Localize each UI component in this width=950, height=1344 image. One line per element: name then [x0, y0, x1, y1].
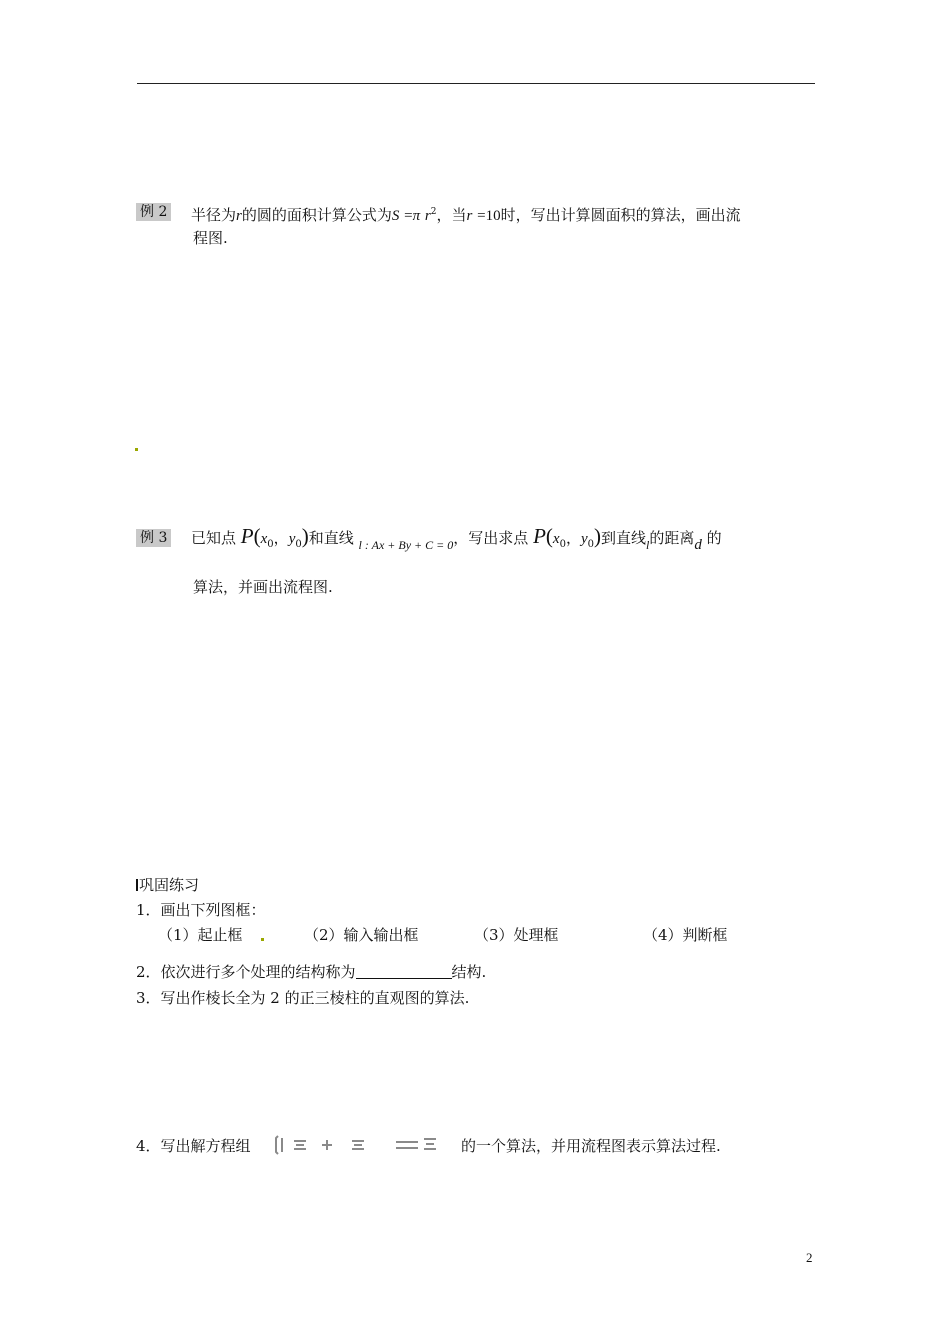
example-3-text-c: ，写出求点: [453, 529, 529, 547]
practice-heading: [136, 875, 199, 895]
q1-item-4: （4）判断框: [643, 926, 728, 944]
example-2-label: 例 2: [136, 203, 171, 221]
example-2-text-c: ，当: [436, 206, 467, 224]
q1-item-1: （1）起止框: [158, 926, 243, 944]
example-2-line-1: [191, 202, 741, 226]
example-3-line-2: 算法，并画出流程图.: [193, 578, 333, 596]
point-p-2: P: [533, 524, 546, 548]
example-3-text-b: 和直线: [308, 529, 354, 547]
paren-close-2: ): [594, 524, 601, 548]
coord-x-2: x: [552, 531, 560, 547]
var-r: r: [236, 208, 242, 224]
formula-exponent: 2: [430, 207, 437, 217]
stray-dot: [135, 448, 138, 451]
question-4-tail: 的一个算法，并用流程图表示算法过程.: [461, 1137, 721, 1155]
question-4: [136, 1136, 251, 1156]
header-rule: [137, 83, 815, 84]
example-3-text-f: 的: [706, 529, 722, 547]
formula-r: r: [424, 208, 431, 224]
coord-x-sub-2: 0: [559, 539, 566, 550]
example-3-text-a: 已知点: [191, 529, 237, 547]
practice-heading-text: 巩固练习: [139, 876, 200, 894]
paren-close: ): [301, 524, 309, 548]
paren-open-2: (: [545, 524, 553, 548]
question-1: 1．画出下列图框：: [136, 901, 266, 919]
coord-y-sub: 0: [295, 539, 302, 550]
coord-comma: ，: [273, 529, 289, 547]
example-3-text-d: 到直线: [601, 529, 647, 547]
q2-text-after: 结构.: [451, 963, 487, 981]
coord-x-sub: 0: [267, 539, 274, 550]
q2-text-before: 2．依次进行多个处理的结构称为: [136, 963, 356, 981]
example-3-line-1: [191, 526, 722, 555]
example-2-line-2: 程图.: [193, 229, 228, 247]
coord-comma-2: ，: [565, 529, 581, 547]
formula-s: S: [391, 208, 400, 224]
stray-dot-2: [261, 938, 264, 941]
page-number: 2: [806, 1250, 813, 1265]
line-l: l: [646, 538, 650, 552]
example-2-text-d: 时，写出计算圆面积的算法，画出流: [500, 206, 741, 224]
point-p: P: [240, 524, 254, 548]
coord-y: y: [288, 531, 296, 547]
example-2-text-b: 的圆的面积计算公式为: [241, 206, 392, 224]
question-2: [136, 962, 486, 982]
cond-r: r: [466, 208, 473, 224]
formula-pi: π: [412, 208, 421, 224]
q1-item-3: （3）处理框: [474, 926, 559, 944]
q1-item-2: （2）输入输出框: [304, 926, 419, 944]
question-3: 3．写出作棱长全为 2 的正三棱柱的直观图的算法.: [136, 989, 470, 1007]
q2-blank: [356, 964, 452, 979]
dist-d: d: [694, 537, 702, 553]
paren-open: (: [253, 524, 261, 548]
coord-x: x: [260, 531, 268, 547]
cond-value: =10: [477, 208, 501, 224]
q4-text-before: 4．写出解方程组: [136, 1137, 251, 1155]
coord-y-sub-2: 0: [587, 539, 594, 550]
formula-eq: =: [404, 208, 413, 224]
brace-stroke: [276, 1136, 278, 1154]
heading-bar: [136, 879, 138, 891]
example-3-text-e: 的距离: [649, 529, 695, 547]
coord-y-2: y: [580, 531, 588, 547]
equation-system-image: [272, 1132, 452, 1158]
example-3-label: 例 3: [136, 529, 171, 547]
line-equation: l : Ax + By + C = 0: [358, 538, 454, 552]
example-2-text-a: 半径为: [191, 206, 237, 224]
